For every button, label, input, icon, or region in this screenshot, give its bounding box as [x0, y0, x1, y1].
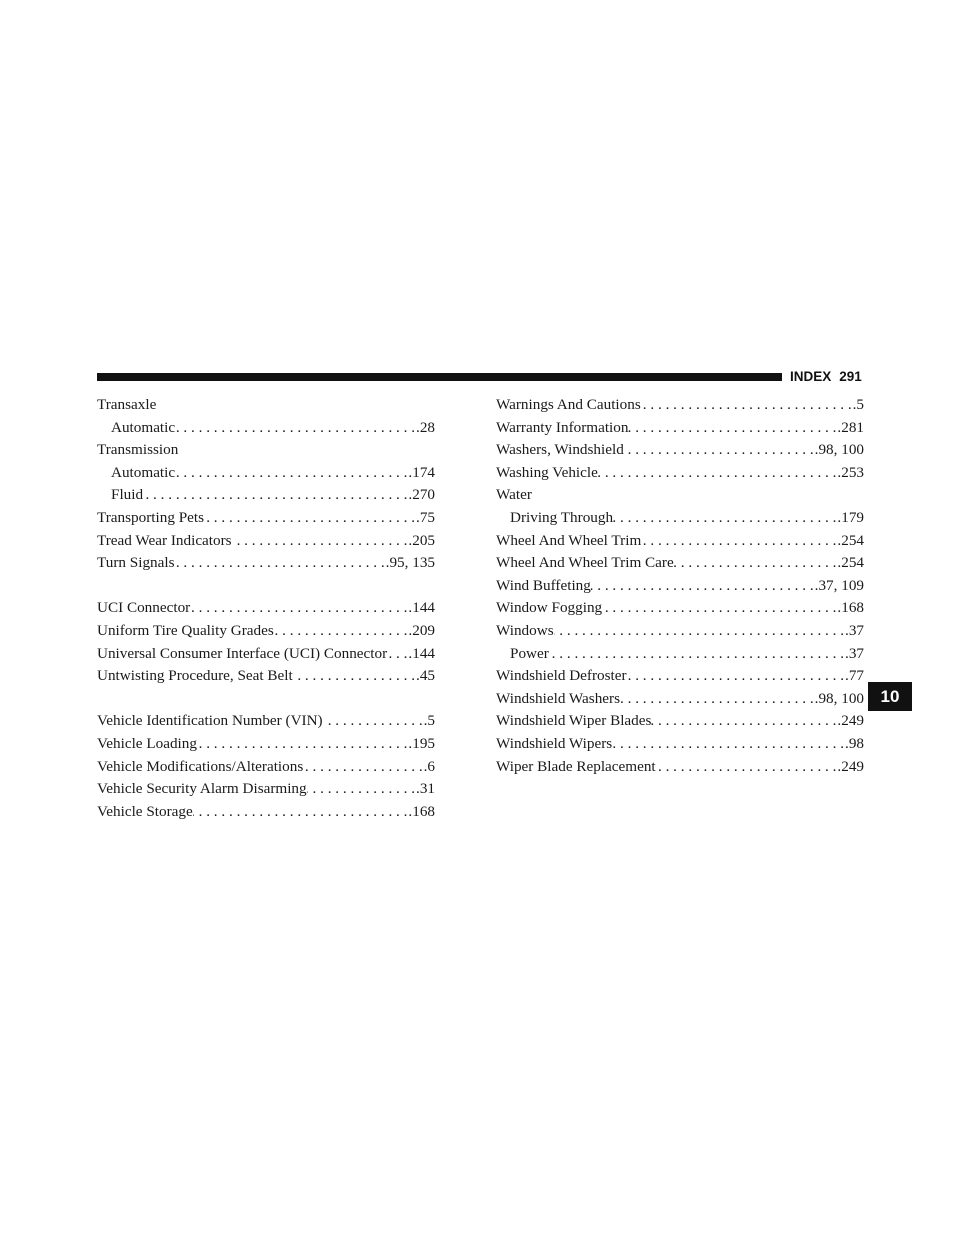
index-entry: [97, 778, 435, 801]
index-entry-page: .254: [837, 554, 864, 572]
index-entry: [496, 710, 864, 733]
dot-leader: [204, 507, 416, 530]
index-entry: [496, 733, 864, 756]
index-entry-label: Turn Signals: [97, 554, 175, 572]
index-entry-label: Washing Vehicle: [496, 463, 598, 481]
index-entry-page: .168: [837, 599, 864, 617]
dot-leader: [651, 710, 837, 733]
index-entry: [97, 665, 435, 688]
dot-leader: [387, 643, 408, 666]
index-entry-page: .281: [837, 418, 864, 436]
dot-leader: [656, 756, 838, 779]
index-entry: [496, 620, 864, 643]
index-entry: [97, 710, 435, 733]
index-entry: [496, 756, 864, 779]
dot-leader: [591, 575, 815, 598]
index-entry-label: Vehicle Security Alarm Disarming: [97, 780, 307, 798]
running-header-title: INDEX: [790, 369, 832, 384]
index-entry-page: .31: [416, 780, 435, 798]
dot-leader: [175, 462, 408, 485]
dot-leader: [613, 507, 837, 530]
index-entry-label: UCI Connector: [97, 599, 191, 617]
index-entry-page: .205: [408, 531, 435, 549]
index-entry-page: .5: [423, 712, 435, 730]
index-entry-label: Wind Buffeting: [496, 576, 591, 594]
index-entry-page: .144: [408, 644, 435, 662]
dot-leader: [627, 665, 845, 688]
dot-leader: [232, 530, 409, 553]
index-entry: [496, 643, 864, 666]
index-entry-page: .95, 135: [385, 554, 435, 572]
dot-leader: [598, 462, 838, 485]
index-section-gap: [97, 575, 435, 598]
index-entry: [97, 801, 435, 824]
index-entry: [496, 665, 864, 688]
index-entry: [496, 575, 864, 598]
index-entry: [97, 417, 435, 440]
index-entry-page: .98: [845, 734, 864, 752]
index-entry: [97, 484, 435, 507]
index-entry: [97, 643, 435, 666]
index-entry: [496, 688, 864, 711]
index-entry-page: .5: [852, 396, 864, 413]
index-entry-label: Windshield Wiper Blades: [496, 712, 652, 730]
index-entry-page: .75: [416, 508, 435, 526]
dot-leader: [197, 733, 408, 756]
index-entry-label: Transporting Pets: [97, 508, 205, 526]
index-entry: [496, 597, 864, 620]
chapter-tab: 10: [868, 682, 912, 711]
dot-leader: [554, 620, 845, 643]
index-column-right: [496, 394, 864, 778]
index-entry: [97, 756, 435, 779]
dot-leader: [274, 620, 409, 643]
index-entry-page: .168: [408, 802, 435, 820]
dot-leader: [620, 688, 815, 711]
index-entry: [97, 733, 435, 756]
index-entry: [97, 530, 435, 553]
index-entry-page: .253: [837, 463, 864, 481]
index-entry-page: .98, 100: [814, 689, 864, 707]
index-entry-label: Wheel And Wheel Trim: [496, 531, 642, 549]
index-entry-label: Windshield Defroster: [496, 667, 627, 685]
index-entry-page: .45: [416, 667, 435, 685]
dot-leader: [293, 665, 416, 688]
index-entry-page: .195: [408, 734, 435, 752]
index-entry-label: Warranty Information: [496, 418, 629, 436]
index-entry-page: .37: [845, 644, 864, 662]
dot-leader: [323, 710, 424, 733]
index-entry-page: .209: [408, 621, 435, 639]
index-entry-label: Vehicle Identification Number (VIN): [97, 712, 323, 730]
dot-leader: [193, 801, 409, 824]
index-entry-page: .179: [837, 508, 864, 526]
index-entry-label: Uniform Tire Quality Grades: [97, 621, 274, 639]
index-entry: [97, 597, 435, 620]
dot-leader: [190, 597, 408, 620]
index-entry: [97, 620, 435, 643]
index-entry: [97, 507, 435, 530]
index-entry: [496, 552, 864, 575]
index-entry: [97, 462, 435, 485]
index-entry-page: .270: [408, 486, 435, 504]
index-entry: [496, 530, 864, 553]
index-entry-label: Windows: [496, 621, 554, 639]
index-entry-label: Tread Wear Indicators: [97, 531, 232, 549]
index-entry: [496, 439, 864, 462]
index-entry-label: Automatic: [111, 418, 176, 436]
index-entry-page: .37: [845, 621, 864, 639]
index-entry-label: Fluid: [111, 486, 144, 504]
index-heading: Transaxle: [97, 396, 157, 413]
index-entry-page: .6: [423, 757, 435, 775]
dot-leader: [641, 530, 837, 553]
dot-leader: [549, 643, 845, 666]
index-entry-page: .254: [837, 531, 864, 549]
index-section-gap: [97, 688, 435, 711]
index-entry: [496, 462, 864, 485]
index-entry-page: .249: [837, 757, 864, 775]
index-entry-page: .174: [408, 463, 435, 481]
index-entry-label: Vehicle Loading: [97, 734, 197, 752]
index-entry-label: Automatic: [111, 463, 176, 481]
index-entry-label: Power: [510, 644, 549, 662]
index-heading: Transmission: [97, 441, 179, 459]
index-heading: Water: [496, 486, 532, 504]
index-entry-label: Windshield Washers: [496, 689, 621, 707]
index-entry-page: .28: [416, 418, 435, 436]
index-entry-label: Untwisting Procedure, Seat Belt: [97, 667, 293, 685]
dot-leader: [602, 597, 837, 620]
index-entry-page: .77: [845, 667, 864, 685]
dot-leader: [175, 417, 416, 440]
index-entry: [496, 417, 864, 440]
index-entry-page: .98, 100: [814, 441, 864, 459]
index-entry: [496, 507, 864, 530]
dot-leader: [143, 484, 408, 507]
index-entry: [496, 394, 864, 417]
index-entry: [97, 552, 435, 575]
running-header: [790, 369, 870, 385]
dot-leader: [624, 439, 815, 462]
dot-leader: [307, 778, 416, 801]
index-entry-label: Vehicle Storage: [97, 802, 193, 820]
dot-leader: [641, 394, 853, 417]
header-rule: [97, 373, 782, 381]
dot-leader: [628, 417, 837, 440]
index-entry-label: Vehicle Modifications/Alterations: [97, 757, 304, 775]
index-entry-label: Wheel And Wheel Trim Care: [496, 554, 674, 572]
index-entry-label: Driving Through: [510, 508, 614, 526]
index-entry-label: Window Fogging: [496, 599, 603, 617]
index-entry-label: Warnings And Cautions: [496, 396, 641, 413]
index-entry-page: .249: [837, 712, 864, 730]
index-entry-label: Washers, Windshield: [496, 441, 624, 459]
dot-leader: [303, 756, 423, 779]
index-entry-label: Wiper Blade Replacement: [496, 757, 656, 775]
index-entry-label: Windshield Wipers: [496, 734, 613, 752]
index-entry-page: .144: [408, 599, 435, 617]
page-number: 291: [839, 369, 862, 384]
index-entry-page: .37, 109: [814, 576, 864, 594]
index-entry-label: Universal Consumer Interface (UCI) Connector: [97, 644, 388, 662]
dot-leader: [175, 552, 386, 575]
dot-leader: [612, 733, 845, 756]
dot-leader: [674, 552, 838, 575]
index-column-left: [97, 394, 435, 823]
